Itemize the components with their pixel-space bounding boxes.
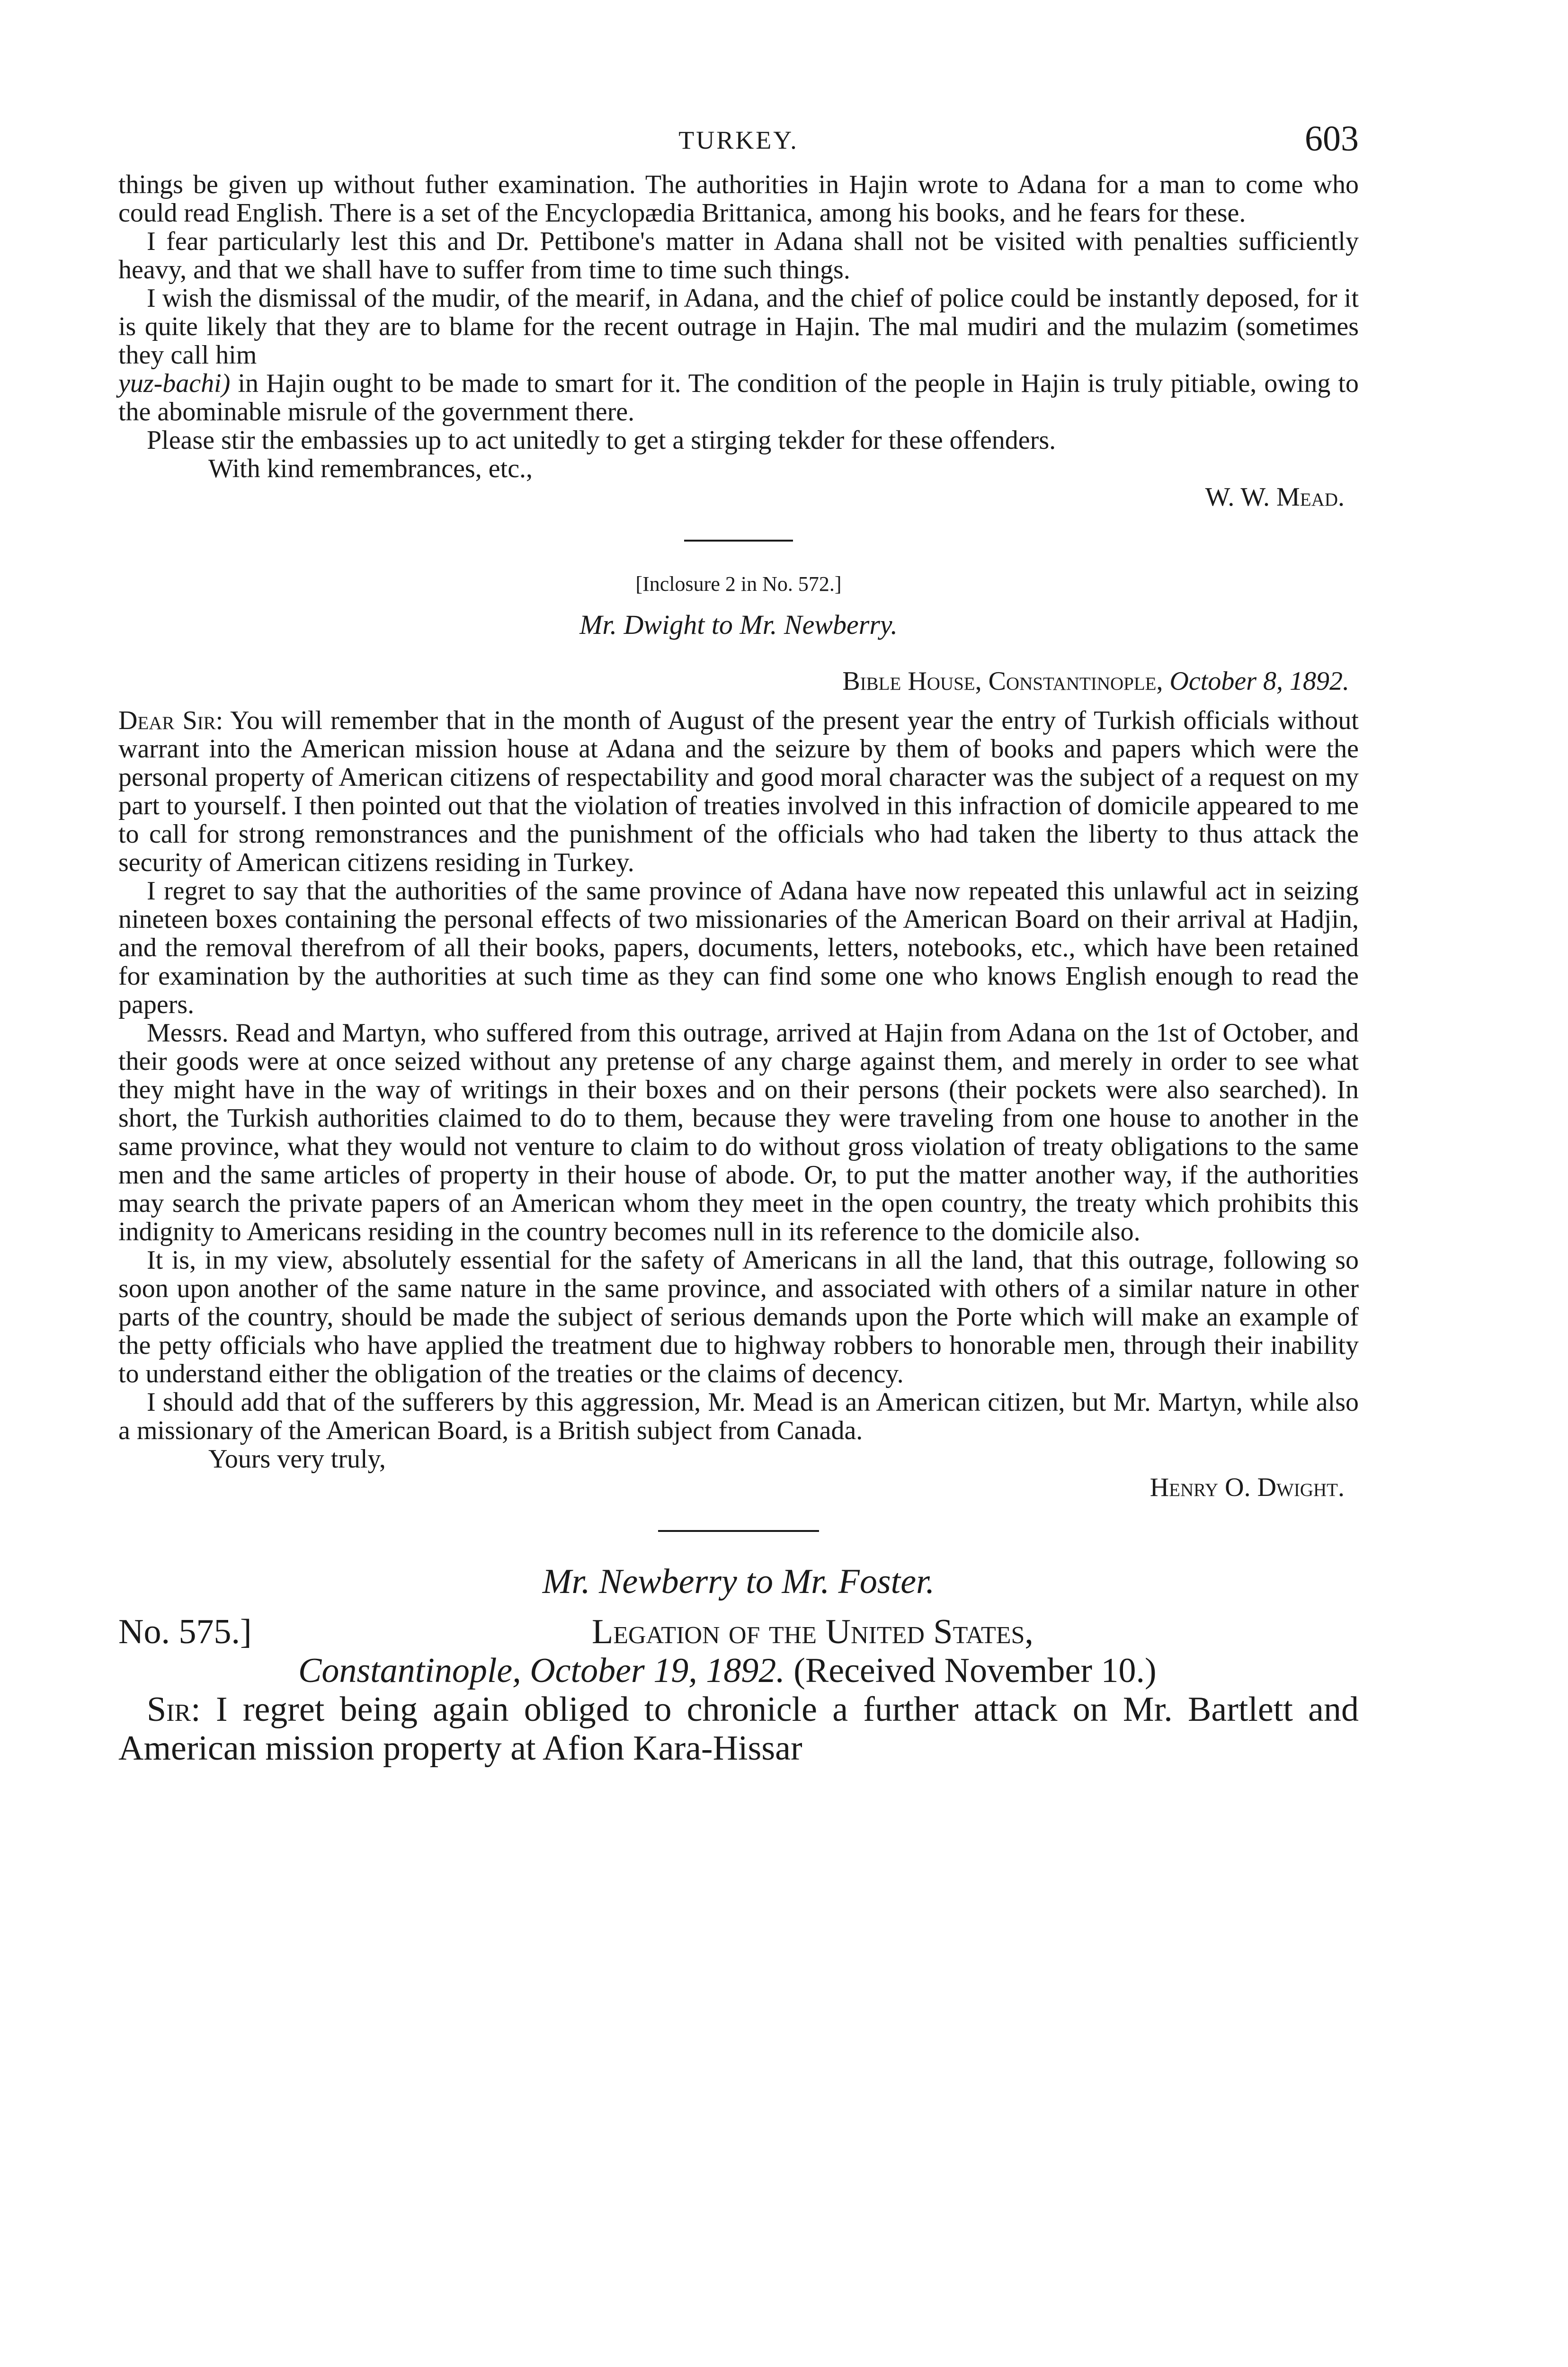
dispatch-date-line [298, 1651, 1359, 1690]
dwight-paragraph-1 [118, 706, 1359, 877]
dispatch-opening [118, 1690, 1359, 1768]
mead-closing: With kind remembrances, etc., [208, 454, 533, 483]
dwight-paragraph-1-text: You will remember that in the month of August of the present year the entry of Turkish officials without warrant into the American mission house at Adana and the seizure by them of books and papers which were the personal property of American citizens of respectability and good moral character was the subject of a request on my part to yourself. I then pointed out that the violation of treaties involved in this infraction of domicile appeared to me to call for strong remonstrances and the punishment of the officials who had taken the liberty to thus attack the security of American citizens residing in Turkey. [118, 706, 1359, 877]
dispatch-number: No. 575.] [118, 1612, 252, 1651]
mead-letter [118, 170, 1359, 511]
section-divider [684, 540, 793, 542]
enclosure-label: [Inclosure 2 in No. 572.] [635, 572, 842, 596]
mead-paragraph-4-text: in Hajin ought to be made to smart for it. The condition of the people in Hajin is truly pitiable, owing to the abominable misrule of the government there. [118, 369, 1359, 427]
dwight-paragraph-4: It is, in my view, absolutely essential for the safety of Americans in all the land, that this outrage, following so soon upon another of the same nature in the same province, and associated with others of a similar nature in other parts of the country, should be made the subject of serious demands upon the Porte which will make an example of the petty officials who have applied the treatment due to highway robbers to honorable men, through their inability to understand either the obligation of the treaties or the claims of decency. [118, 1246, 1359, 1388]
dwight-signature: Henry O. Dwight. [1149, 1473, 1345, 1502]
letter-dateline [118, 666, 1349, 697]
mead-paragraph-2: I fear particularly lest this and Dr. Pettibone's matter in Adana shall not be visited with penalties sufficiently heavy, and that we shall have to suffer from time to time such things. [118, 227, 1359, 285]
newberry-dispatch [118, 1560, 1359, 1768]
salutation: Dear Sir: [118, 706, 223, 735]
dwight-letter [118, 570, 1359, 1502]
mead-paragraph-1: things be given up without futher examination. The authorities in Hajin wrote to Adana for a man to come who could read English. There is a set of the Encyclopædia Brittanica, among his books, and he fears for these. [118, 170, 1359, 228]
dwight-paragraph-3: Messrs. Read and Martyn, who suffered from this outrage, arrived at Hajin from Adana on the 1st of October, and their goods were at once seized without any pretense of any charge against them, and merely in order to see what they might have in the way of writings in their boxes and on their persons (their pockets were also searched). In short, the Turkish authorities claimed to do to them, because they were traveling from one house to another in the same province, what they would not venture to claim to do without gross violation of treaty obligations to the same men and the same articles of property in their house of abode. Or, to put the matter another way, if the authorities may search the private papers of an American whom they meet in the open country, the treaty which prohibits this indignity to Americans residing in the country becomes null in its reference to the domicile also. [118, 1018, 1359, 1246]
mead-paragraph-4 [118, 369, 1359, 426]
running-head: TURKEY. [678, 126, 799, 154]
dwight-paragraph-2: I regret to say that the authorities of the same province of Adana have now repeated this unlawful act in seizing nineteen boxes containing the personal effects of two missionaries of the American Board on their arrival at Hadjin, and the removal therefrom of all their books, papers, documents, letters, notebooks, etc., which have been retained for examination by the authorities at such time as they can find some one who knows English enough to read the papers. [118, 876, 1359, 1019]
dispatch-salutation: Sir: [147, 1690, 201, 1729]
dispatch-number-line [118, 1612, 1359, 1651]
legation: Legation of the United States, [592, 1612, 1033, 1651]
page-number: 603 [1305, 119, 1359, 159]
dwight-closing: Yours very truly, [208, 1444, 386, 1474]
dwight-paragraph-5: I should add that of the sufferers by this aggression, Mr. Mead is an American citizen, but Mr. Martyn, while also a missionary of the American Board, is a British subject from Canada. [118, 1388, 1359, 1445]
dispatch-date: Constantinople, October 19, 1892. [298, 1651, 785, 1690]
document-page [118, 118, 1359, 1768]
section-divider [658, 1530, 819, 1532]
italic-term: yuz-bachi) [118, 369, 231, 398]
mead-paragraph-5: Please stir the embassies up to act unitedly to get a stirging tekder for these offenders. [147, 426, 1056, 455]
dispatch-title: Mr. Newberry to Mr. Foster. [542, 1562, 935, 1601]
letter-title: Mr. Dwight to Mr. Newberry. [579, 609, 898, 640]
mead-paragraph-3: I wish the dismissal of the mudir, of the mearif, in Adana, and the chief of police could be instantly deposed, for it is quite likely that they are to blame for the recent outrage in Hajin. The mal mudiri and the mulazim (sometimes they call him [118, 284, 1359, 370]
dateline-place: Bible House, Constantinople, [842, 667, 1163, 696]
dispatch-opening-text: I regret being again obliged to chronicle a further attack on Mr. Bartlett and American mission property at Afion Kara-Hissar [118, 1690, 1359, 1768]
mead-signature: W. W. Mead. [1205, 482, 1345, 512]
received-date: (Received November 10.) [793, 1651, 1157, 1690]
dateline-date: October 8, 1892. [1169, 667, 1349, 696]
page-header [118, 118, 1359, 170]
